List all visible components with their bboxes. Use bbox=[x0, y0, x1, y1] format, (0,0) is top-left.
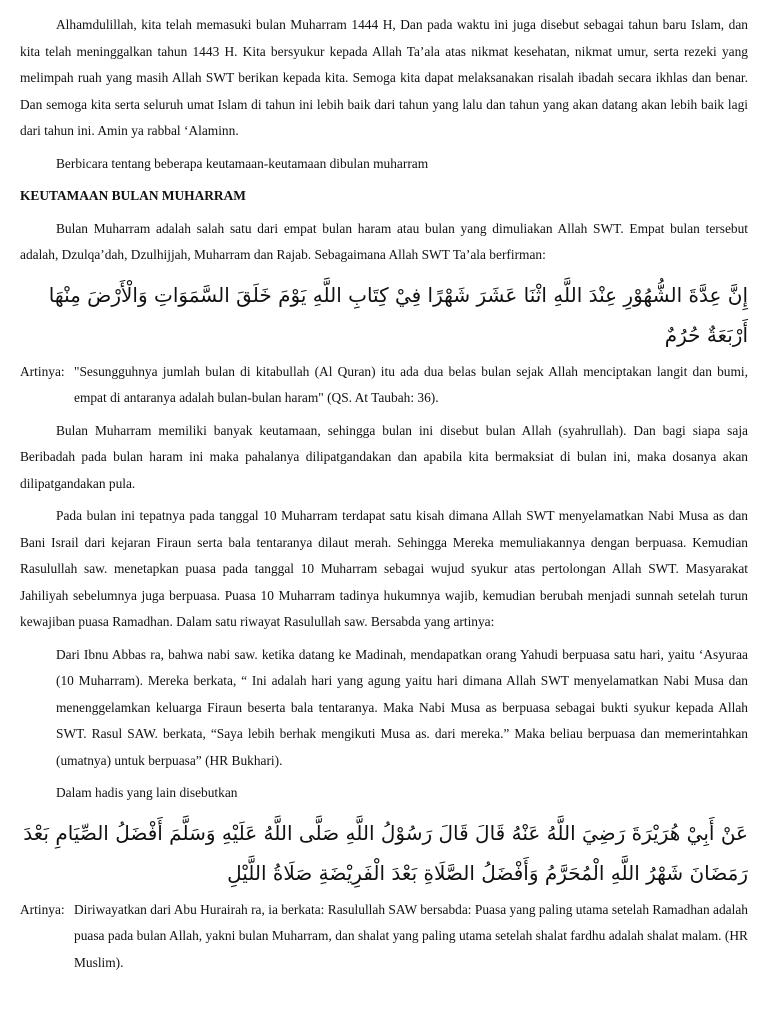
intro-paragraph: Alhamdulillah, kita telah memasuki bulan Muharram 1444 H, Dan pada waktu ini juga disebut sebagai tahun baru Islam, dan kita telah meninggalkan tahun 1443 H. Kita bersyukur kepada Allah Ta’ala atas nikmat kesehatan, nikmat umur, serta rezeki yang melimpah ruah yang masih Allah SWT berikan kepada kita. Semoga kita dapat melaksanakan risalah ibadah secara ikhlas dan benar. Dan semoga kita serta seluruh umat Islam di tahun ini lebih baik dari tahun yang lalu dan tahun yang akan datang akan lebih baik lagi dari tahun ini. Amin ya rabbal ‘Alaminn. bbox=[20, 17, 748, 138]
section-paragraph-4: Dalam hadis yang lain disebutkan bbox=[56, 785, 238, 800]
hadith-quote: Dari Ibnu Abbas ra, bahwa nabi saw. ketika datang ke Madinah, mendapatkan orang Yahudi berpuasa satu hari, yaitu ‘Asyuraa (10 Muharram). Mereka berkata, “ Ini adalah hari yang agung yaitu hari dimana Allah SWT menyelamatkan Nabi Musa dan menenggelamkan keluarga Firaun beserta bala tentaranya. Maka Nabi Musa as berpuasa sebagai bukti syukur kepada Allah SWT. Rasul SAW. berkata, “Saya lebih berhak mengikuti Musa as. dari mereka.” Maka beliau berpuasa dan memerintahkan (umatnya) untuk berpuasa” (HR Bukhari). bbox=[56, 646, 748, 768]
intro-subject-line: Berbicara tentang beberapa keutamaan-keutamaan dibulan muharram bbox=[56, 155, 429, 171]
section-paragraph-2: Bulan Muharram memiliki banyak keutamaan, sehingga bulan ini disebut bulan Allah (syahrullah). Dan bagi siapa saja Beribadah pada bulan haram ini maka pahalanya dilipatgandakan dan apabila kita bermaksiat di bulan ini, maka dosanya akan dilipatgandakan pula. bbox=[20, 422, 748, 491]
section-paragraph-1: Bulan Muharram adalah salah satu dari empat bulan haram atau bulan yang dimuliakan Allah SWT. Empat bulan tersebut adalah, Dzulqa’dah, Dzulhijjah, Muharram dan Rajab. Sebagaimana Allah SWT Ta’ala berfirman: bbox=[20, 220, 748, 262]
translation-label: Artinya: bbox=[20, 901, 65, 917]
translation-block-1 bbox=[20, 359, 748, 412]
translation-text: "Sesungguhnya jumlah bulan di kitabullah (Al Quran) itu ada dua belas bulan sejak Allah menciptakan langit dan bumi, empat di antaranya adalah bulan-bulan haram" (QS. At Taubah: 36). bbox=[74, 363, 748, 405]
translation-text: Diriwayatkan dari Abu Hurairah ra, ia berkata: Rasulullah SAW bersabda: Puasa yang paling utama setelah Ramadhan adalah puasa pada bulan Allah, yakni bulan Muharram, dan shalat yang paling utama setelah shalat fardhu adalah shalat malam. (HR Muslim). bbox=[74, 901, 748, 970]
arabic-hadith: عَنْ أَبِيْ هُرَيْرَةَ رَضِيَ اللَّهُ عَنْهُ قَالَ قَالَ رَسُوْلُ اللَّهِ صَلَّى اللَّهُ عَلَيْهِ وَسَلَّمَ أَفْضَلُ الصِّيَامِ بَعْدَ رَمَضَانَ شَهْرُ اللَّهِ الْمُحَرَّمُ وَأَفْضَلُ الصَّلَاةِ بَعْدَ الْفَرِيْضَةِ صَلَاةُ اللَّيْلِ bbox=[23, 820, 748, 885]
section-paragraph-3: Pada bulan ini tepatnya pada tanggal 10 Muharram terdapat satu kisah dimana Allah SWT menyelamatkan Nabi Musa as dan Bani Israil dari kejaran Firaun serta bala tentaranya dilaut merah. Sehingga Mereka memuliakannya dengan berpuasa. Kemudian Rasulullah saw. menetapkan puasa pada tanggal 10 Muharram sebagai wujud syukur atas pertolongan Allah SWT. Masyarakat Jahiliyah sebelumnya juga berpuasa. Puasa 10 Muharram tadinya hukumnya wajib, kemudian berubah menjadi sunnah setelah turun kewajiban puasa Ramadhan. Dalam satu riwayat Rasulullah saw. Bersabda yang artinya: bbox=[20, 508, 748, 629]
translation-block-2 bbox=[20, 897, 748, 977]
arabic-verse: إِنَّ عِدَّةَ الشُّهُوْرِ عِنْدَ اللَّهِ اثْنَا عَشَرَ شَهْرًا فِيْ كِتَابِ اللَّهِ يَوْمَ خَلَقَ السَّمَوَاتِ وَالْأَرْضَ مِنْهَا أَرْبَعَةٌ حُرُمٌ bbox=[48, 282, 748, 347]
translation-label: Artinya: bbox=[20, 363, 65, 379]
section-heading: KEUTAMAAN BULAN MUHARRAM bbox=[20, 188, 246, 203]
